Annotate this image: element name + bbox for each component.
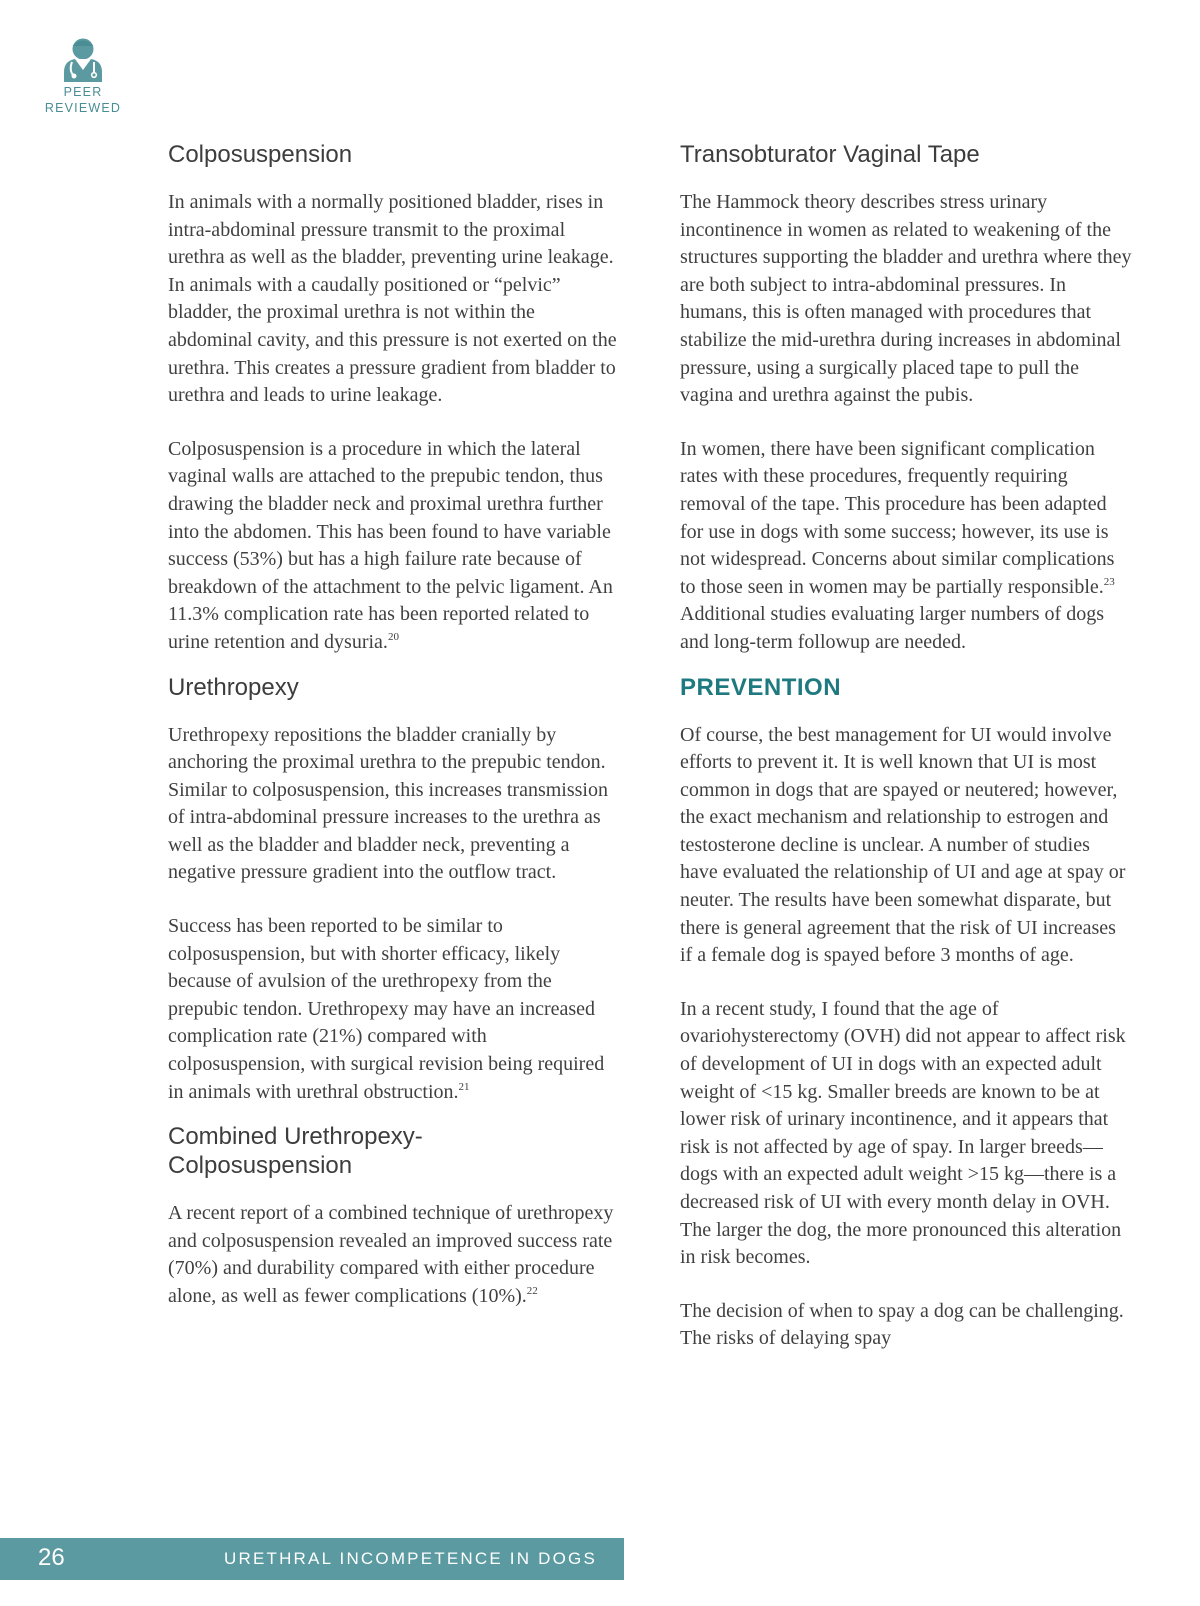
paragraph: In a recent study, I found that the age of ovariohysterectomy (OVH) did not appear to affect risk of development of UI in dogs with an expected adult weight of <15 kg. Smaller breeds are known to be at lower risk of urinary incontinence, and it appears that risk is not affected by age of spay. In larger breeds—dogs with an expected adult weight >15 kg—there is a decreased risk of UI with every month delay in OVH. The larger the dog, the more pronounced this alteration in risk becomes. xyxy=(680,997,1126,1269)
badge-label-line1: PEER xyxy=(63,85,103,99)
badge-label-line2: REVIEWED xyxy=(44,101,122,115)
heading-colposuspension: Colposuspension xyxy=(168,141,353,168)
doctor-icon xyxy=(60,34,106,84)
footer-bar xyxy=(0,1538,624,1580)
running-title: URETHRAL INCOMPETENCE IN DOGS xyxy=(224,1549,597,1568)
heading-urethropexy: Urethropexy xyxy=(168,673,299,701)
heading-combined-urethropexy-colposuspension: Combined Urethropexy- Colposuspension xyxy=(168,1123,423,1180)
paragraph: A recent report of a combined technique of urethropexy and colposuspension revealed an improved success rate (70%) and durability compared with either procedure alone, as well as fewer complications (10%).$^{22}$ xyxy=(168,1202,614,1307)
page-number: 26 xyxy=(38,1544,65,1571)
paragraph: Success has been reported to be similar to colposuspension, but with shorter efficacy, likely because of avulsion of the urethropexy from the prepubic tendon. Urethropexy may have an increased complication rate (21%) compared with colposuspension, with surgical revision being required in animals with urethral obstruction.$^{21}$ xyxy=(168,915,605,1103)
right-column xyxy=(680,140,1132,1379)
reference-number: 22 xyxy=(526,1285,538,1297)
paragraph: Urethropexy repositions the bladder cranially by anchoring the proximal urethra to the prepubic tendon. Similar to colposuspension, this increases transmission of intra-abdominal pressure increases to the urethra as well as the bladder and bladder neck, preventing a negative pressure gradient into the outflow tract. xyxy=(168,723,608,884)
paragraph: Of course, the best management for UI would involve efforts to prevent it. It is well known that UI is most common in dogs that are spayed or neutered; however, the exact mechanism and relationship to estrogen and testosterone decline is unclear. A number of studies have evaluated the relationship of UI and age at spay or neuter. The results have been somewhat disparate, but there is general agreement that the risk of UI increases if a female dog is spayed before 3 months of age. xyxy=(680,723,1126,967)
reference-number: 21 xyxy=(458,1080,470,1093)
paragraph: In animals with a normally positioned bladder, rises in intra-abdominal pressure transmit to the proximal urethra as well as the bladder, preventing urine leakage. In animals with a caudally positioned or “pelvic” bladder, the proximal urethra is not within the abdominal cavity, and this pressure is not exerted on the urethra. This creates a pressure gradient from bladder to urethra and leads to urine leakage. xyxy=(168,191,617,407)
paragraph: The Hammock theory describes stress urinary incontinence in women as related to weakening of the structures supporting the bladder and urethra where they are both subject to intra-abdominal pressures. In humans, this is often managed with procedures that stabilize the mid-urethra during increases in abdominal pressure, using a surgically placed tape to pull the vagina and urethra against the pubis. xyxy=(680,191,1132,407)
heading-transobturator-vaginal-tape: Transobturator Vaginal Tape xyxy=(680,141,980,168)
peer-reviewed-badge xyxy=(38,34,128,116)
paragraph: The decision of when to spay a dog can be challenging. The risks of delaying spay xyxy=(680,1299,1124,1350)
heading-prevention: PREVENTION xyxy=(680,673,842,701)
paragraph: Colposuspension is a procedure in which the lateral vaginal walls are attached to the prepubic tendon, thus drawing the bladder neck and proximal urethra further into the abdomen. This has been found to have variable success (53%) but has a high failure rate because of breakdown of the attachment to the pelvic ligament. An 11.3% complication rate has been reported related to urine retention and dysuria.$^{20}$ xyxy=(168,437,613,653)
paragraph: In women, there have been significant complication rates with these procedures, frequently requiring removal of the tape. This procedure has been adapted for use in dogs with some success; however, its use is not widespread. Concerns about similar complications to those seen in women may be partially responsible.$^{23}$ Additional studies evaluating larger numbers of dogs and long-term followup are needed. xyxy=(680,437,1115,653)
reference-number: 20 xyxy=(387,630,399,643)
left-column xyxy=(168,140,620,1337)
reference-number: 23 xyxy=(1103,575,1115,588)
